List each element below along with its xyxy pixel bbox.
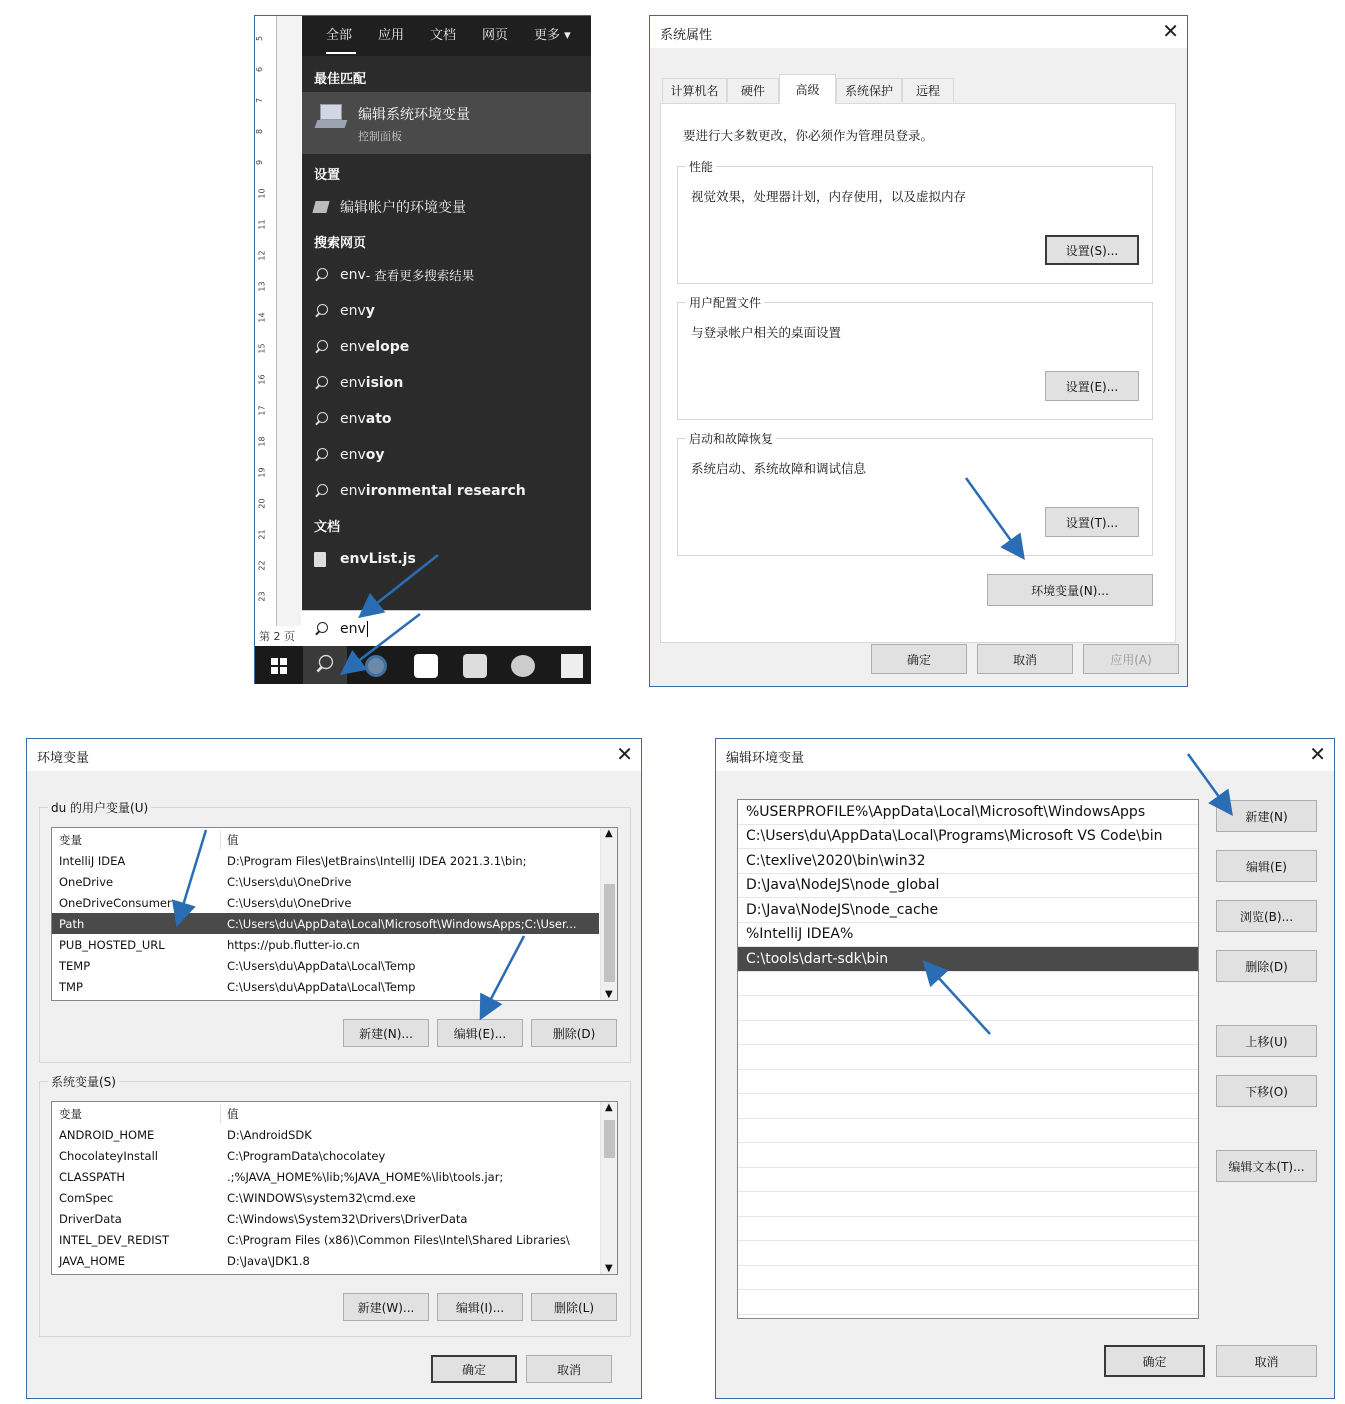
ruler-number: 14 <box>257 312 267 323</box>
variable-value: C:\Program Files (x86)\Common Files\Intel\Shared Libraries\ <box>227 1232 570 1247</box>
variable-value: C:\WINDOWS\system32\cmd.exe <box>227 1190 416 1205</box>
settings-item-label: 编辑帐户的环境变量 <box>340 200 466 216</box>
search-tab[interactable]: 文档 <box>430 28 457 43</box>
search-tab[interactable]: 全部 <box>326 28 353 43</box>
web-result-rest: - 查看更多搜索结果 <box>365 268 475 283</box>
system-new-button[interactable]: 新建(W)... <box>343 1293 429 1321</box>
move-down-button[interactable]: 下移(O) <box>1216 1075 1317 1107</box>
tab-0[interactable]: 计算机名 <box>662 78 727 102</box>
scroll-up-icon[interactable]: ▲ <box>605 828 613 839</box>
performance-settings-button[interactable]: 设置(S)... <box>1045 235 1139 265</box>
cancel-button[interactable]: 取消 <box>526 1355 612 1383</box>
ruler-number: 13 <box>257 281 267 292</box>
column-header-value: 值 <box>227 1106 239 1121</box>
search-tab[interactable]: 网页 <box>482 28 509 43</box>
user-profile-title: 用户配置文件 <box>686 294 764 311</box>
variable-name: Path <box>59 916 85 931</box>
web-result-rest: elope <box>365 339 410 355</box>
web-result-bold: env <box>340 267 366 283</box>
scroll-down-icon[interactable]: ▼ <box>605 989 613 1000</box>
variable-value: C:\Users\du\AppData\Local\Temp <box>227 979 416 994</box>
new-button[interactable]: 新建(N) <box>1216 800 1317 832</box>
path-entry[interactable]: D:\Java\NodeJS\node_global <box>738 874 1198 899</box>
system-delete-button[interactable]: 删除(L) <box>531 1293 617 1321</box>
variable-value: D:\AndroidSDK <box>227 1127 312 1142</box>
search-tab[interactable]: 更多 ▾ <box>534 28 571 43</box>
arrow-to-env-button <box>966 478 1022 556</box>
tab-3[interactable]: 系统保护 <box>836 78 902 102</box>
admin-note: 要进行大多数更改，你必须作为管理员登录。 <box>683 128 934 143</box>
dialog-title: 系统属性 <box>660 28 713 43</box>
variable-value: https://pub.flutter-io.cn <box>227 937 360 952</box>
variable-name: JAVA_HOME <box>59 1253 125 1268</box>
variable-name: TEMP <box>59 958 91 973</box>
cancel-button[interactable]: 取消 <box>977 644 1073 674</box>
web-result-bold: env <box>340 483 366 499</box>
edit-text-button[interactable]: 编辑文本(T)... <box>1216 1150 1317 1182</box>
variable-name: ChocolateyInstall <box>59 1148 158 1163</box>
web-result-rest: ision <box>365 375 404 391</box>
apply-button[interactable]: 应用(A) <box>1083 644 1179 674</box>
web-result-bold: env <box>340 447 366 463</box>
system-edit-button[interactable]: 编辑(I)... <box>437 1293 523 1321</box>
ruler-number: 8 <box>255 128 265 135</box>
user-new-button[interactable]: 新建(N)... <box>343 1019 429 1047</box>
ruler-number: 22 <box>257 560 267 571</box>
tab-4[interactable]: 远程 <box>902 78 954 102</box>
variable-name: OneDrive <box>59 874 114 889</box>
best-match-subtitle: 控制面板 <box>358 130 402 143</box>
ruler-number: 17 <box>257 405 267 416</box>
arrow-to-edit-button <box>482 936 524 1016</box>
ruler-number: 10 <box>257 188 267 199</box>
ruler-number: 16 <box>257 374 267 385</box>
environment-variables-button[interactable]: 环境变量(N)... <box>987 574 1153 606</box>
path-entry[interactable]: C:\Users\du\AppData\Local\Programs\Microsoft VS Code\bin <box>738 825 1198 850</box>
browse-button[interactable]: 浏览(B)... <box>1216 900 1317 932</box>
best-match-title: 编辑系统环境变量 <box>358 107 470 123</box>
edit-button[interactable]: 编辑(E) <box>1216 850 1317 882</box>
web-result-rest: oy <box>365 447 385 463</box>
arrow-to-new-path-button <box>1188 754 1230 812</box>
move-up-button[interactable]: 上移(U) <box>1216 1025 1317 1057</box>
close-icon[interactable]: ✕ <box>616 742 633 766</box>
variable-name: INTEL_DEV_REDIST <box>59 1232 170 1247</box>
performance-desc: 视觉效果，处理器计划，内存使用，以及虚拟内存 <box>691 189 967 204</box>
variable-name: ANDROID_HOME <box>59 1127 155 1142</box>
path-entry[interactable]: D:\Java\NodeJS\node_cache <box>738 898 1198 923</box>
ruler-number: 20 <box>257 498 267 509</box>
variable-name: ComSpec <box>59 1190 114 1205</box>
delete-button[interactable]: 删除(D) <box>1216 950 1317 982</box>
arrow-to-dart-path <box>926 964 990 1034</box>
system-variables-title: 系统变量(S) <box>48 1073 119 1090</box>
web-result-rest: ato <box>365 411 392 427</box>
variable-value: C:\Users\du\OneDrive <box>227 874 352 889</box>
variable-name: CLASSPATH <box>59 1169 126 1184</box>
doc-item-label: envList.js <box>340 551 416 567</box>
ruler-number: 6 <box>255 66 265 73</box>
profile-settings-button[interactable]: 设置(E)... <box>1045 371 1139 401</box>
variable-value: C:\Windows\System32\Drivers\DriverData <box>227 1211 468 1226</box>
ok-button[interactable]: 确定 <box>871 644 967 674</box>
user-profile-desc: 与登录帐户相关的桌面设置 <box>691 325 842 340</box>
variable-name: TMP <box>59 979 83 994</box>
docs-header: 文档 <box>314 520 341 535</box>
column-header-variable: 变量 <box>59 1106 82 1121</box>
path-entry[interactable]: C:\tools\dart-sdk\bin <box>738 947 1198 972</box>
variable-name: OneDriveConsumer <box>59 895 172 910</box>
ruler-number: 9 <box>255 159 265 166</box>
dialog-title: 环境变量 <box>37 751 90 766</box>
close-icon[interactable]: ✕ <box>1309 742 1326 766</box>
tab-2[interactable]: 高级 <box>779 74 836 104</box>
ok-button[interactable]: 确定 <box>1104 1345 1205 1377</box>
scroll-down-icon[interactable]: ▼ <box>605 1263 613 1274</box>
variable-value: .;%JAVA_HOME%\lib;%JAVA_HOME%\lib\tools.jar; <box>227 1169 504 1184</box>
path-entry[interactable]: %IntelliJ IDEA% <box>738 923 1198 948</box>
search-tab[interactable]: 应用 <box>378 28 405 43</box>
ruler-number: 5 <box>255 35 265 42</box>
settings-header: 设置 <box>314 168 341 183</box>
ruler-number: 21 <box>257 529 267 540</box>
arrow-to-search-button <box>344 614 420 672</box>
ruler-number: 12 <box>257 250 267 261</box>
ruler-number: 15 <box>257 343 267 354</box>
ruler-number: 11 <box>257 219 267 230</box>
best-match-header: 最佳匹配 <box>314 72 367 87</box>
ok-button[interactable]: 确定 <box>431 1355 517 1383</box>
web-result-bold: env <box>340 411 366 427</box>
tab-1[interactable]: 硬件 <box>727 78 779 102</box>
variable-name: IntelliJ IDEA <box>59 853 126 868</box>
variable-value: D:\Java\JDK1.8 <box>227 1253 310 1268</box>
startup-title: 启动和故障恢复 <box>686 430 776 447</box>
scroll-up-icon[interactable]: ▲ <box>605 1102 613 1113</box>
ruler-number: 23 <box>257 591 267 602</box>
page-label: 第 2 页 <box>259 630 295 643</box>
web-result-bold: env <box>340 339 366 355</box>
user-edit-button[interactable]: 编辑(E)... <box>437 1019 523 1047</box>
variable-value: C:\Users\du\OneDrive <box>227 895 352 910</box>
ruler-number: 7 <box>255 97 265 104</box>
cancel-button[interactable]: 取消 <box>1216 1345 1317 1377</box>
variable-name: DriverData <box>59 1211 122 1226</box>
column-header-variable: 变量 <box>59 832 82 847</box>
path-entry[interactable]: %USERPROFILE%\AppData\Local\Microsoft\WindowsApps <box>738 800 1198 825</box>
variable-value: D:\Program Files\JetBrains\IntelliJ IDEA 2021.3.1\bin; <box>227 853 527 868</box>
user-delete-button[interactable]: 删除(D) <box>531 1019 617 1047</box>
close-icon[interactable]: ✕ <box>1162 19 1179 43</box>
ruler-number: 19 <box>257 467 267 478</box>
variable-name: PUB_HOSTED_URL <box>59 937 165 952</box>
web-result-bold: env <box>340 375 366 391</box>
web-result-rest: ironmental research <box>365 483 526 499</box>
path-entry[interactable]: C:\texlive\2020\bin\win32 <box>738 849 1198 874</box>
dialog-title: 编辑环境变量 <box>726 751 805 766</box>
variable-value: C:\ProgramData\chocolatey <box>227 1148 386 1163</box>
startup-desc: 系统启动、系统故障和调试信息 <box>691 461 867 476</box>
ruler-number: 18 <box>257 436 267 447</box>
column-header-value: 值 <box>227 832 239 847</box>
web-result-rest: y <box>365 303 375 319</box>
web-header: 搜索网页 <box>314 236 367 251</box>
arrow-to-path-row <box>178 830 206 922</box>
user-variables-title: du 的用户变量(U) <box>48 799 151 816</box>
variable-value: C:\Users\du\AppData\Local\Microsoft\WindowsApps;C:\User... <box>227 916 577 931</box>
performance-title: 性能 <box>686 158 716 175</box>
arrow-to-search-input <box>362 555 438 615</box>
web-result-bold: env <box>340 303 366 319</box>
search-input[interactable]: env <box>340 620 366 637</box>
variable-value: C:\Users\du\AppData\Local\Temp <box>227 958 416 973</box>
startup-settings-button[interactable]: 设置(T)... <box>1045 507 1139 537</box>
